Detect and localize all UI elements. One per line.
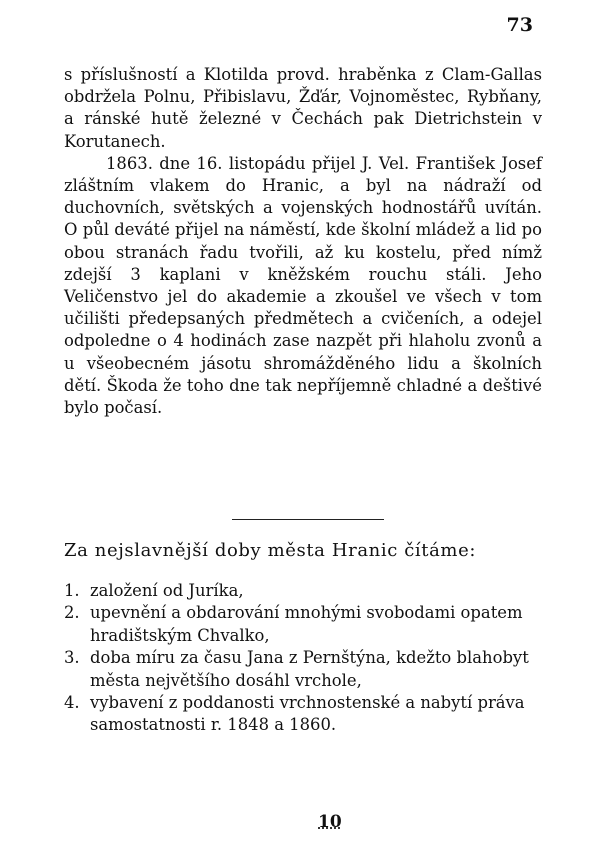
paragraph-1: s příslušností a Klotilda provd. hraběnka z Clam-Gallas obdržela Polnu, Přibislavu, Žďár, Vojnoměstec, Rybňany, a ránské hutě železné v Čechách pak Dietrichstein v Korutanech. xyxy=(64,65,542,151)
list-item xyxy=(64,602,542,647)
history-list xyxy=(64,580,542,737)
body-text xyxy=(64,64,542,419)
page-number: 73 xyxy=(506,14,533,36)
list-item xyxy=(64,692,542,737)
list-item-number: 1. xyxy=(64,581,80,600)
list-item-number: 3. xyxy=(64,648,80,668)
list-item-number: 4. xyxy=(64,693,80,713)
list-item-text: upevnění a obdarování mnohými svobodami opatem hradištským Chvalko, xyxy=(90,603,523,645)
list-item-text: doba míru za času Jana z Pernštýna, kdežto blahobyt města největšího dosáhl vrchole, xyxy=(90,648,529,690)
list-item xyxy=(64,580,542,602)
signature-mark: 10 xyxy=(318,812,342,832)
paragraph-2: 1863. dne 16. listopádu přijel J. Vel. František Josef zláštním vlakem do Hranic, a byl na nádraží od duchovních, světských a vojenských hodnostářů uvítán. O půl deváté přijel na náměstí, kde školní mládež a lid po obou stranách řadu tvořili, až ku kostelu, před nímž zdejší 3 kaplani v kněžském rouchu stáli. Jeho Veličenstvo jel do akademie a zkoušel ve všech v tom učilišti předepsaných předmětech a cvičeních, a odejel odpoledne o 4 hodinách zase nazpět při hlaholu zvonů a u všeobecném jásotu shromážděného lidu a školních dětí. Škoda že toho dne tak nepříjemně chladné a deštivé bylo počasí. xyxy=(64,153,542,418)
list-item-text: založení od Juríka, xyxy=(90,581,244,600)
list-item-text: vybavení z poddanosti vrchnostenské a nabytí práva samostatnosti r. 1848 a 1860. xyxy=(90,693,525,735)
section-heading: Za nejslavnější doby města Hranic čítáme: xyxy=(64,540,477,561)
list-item xyxy=(64,647,542,692)
list-item-number: 2. xyxy=(64,603,80,623)
section-divider xyxy=(232,519,384,520)
